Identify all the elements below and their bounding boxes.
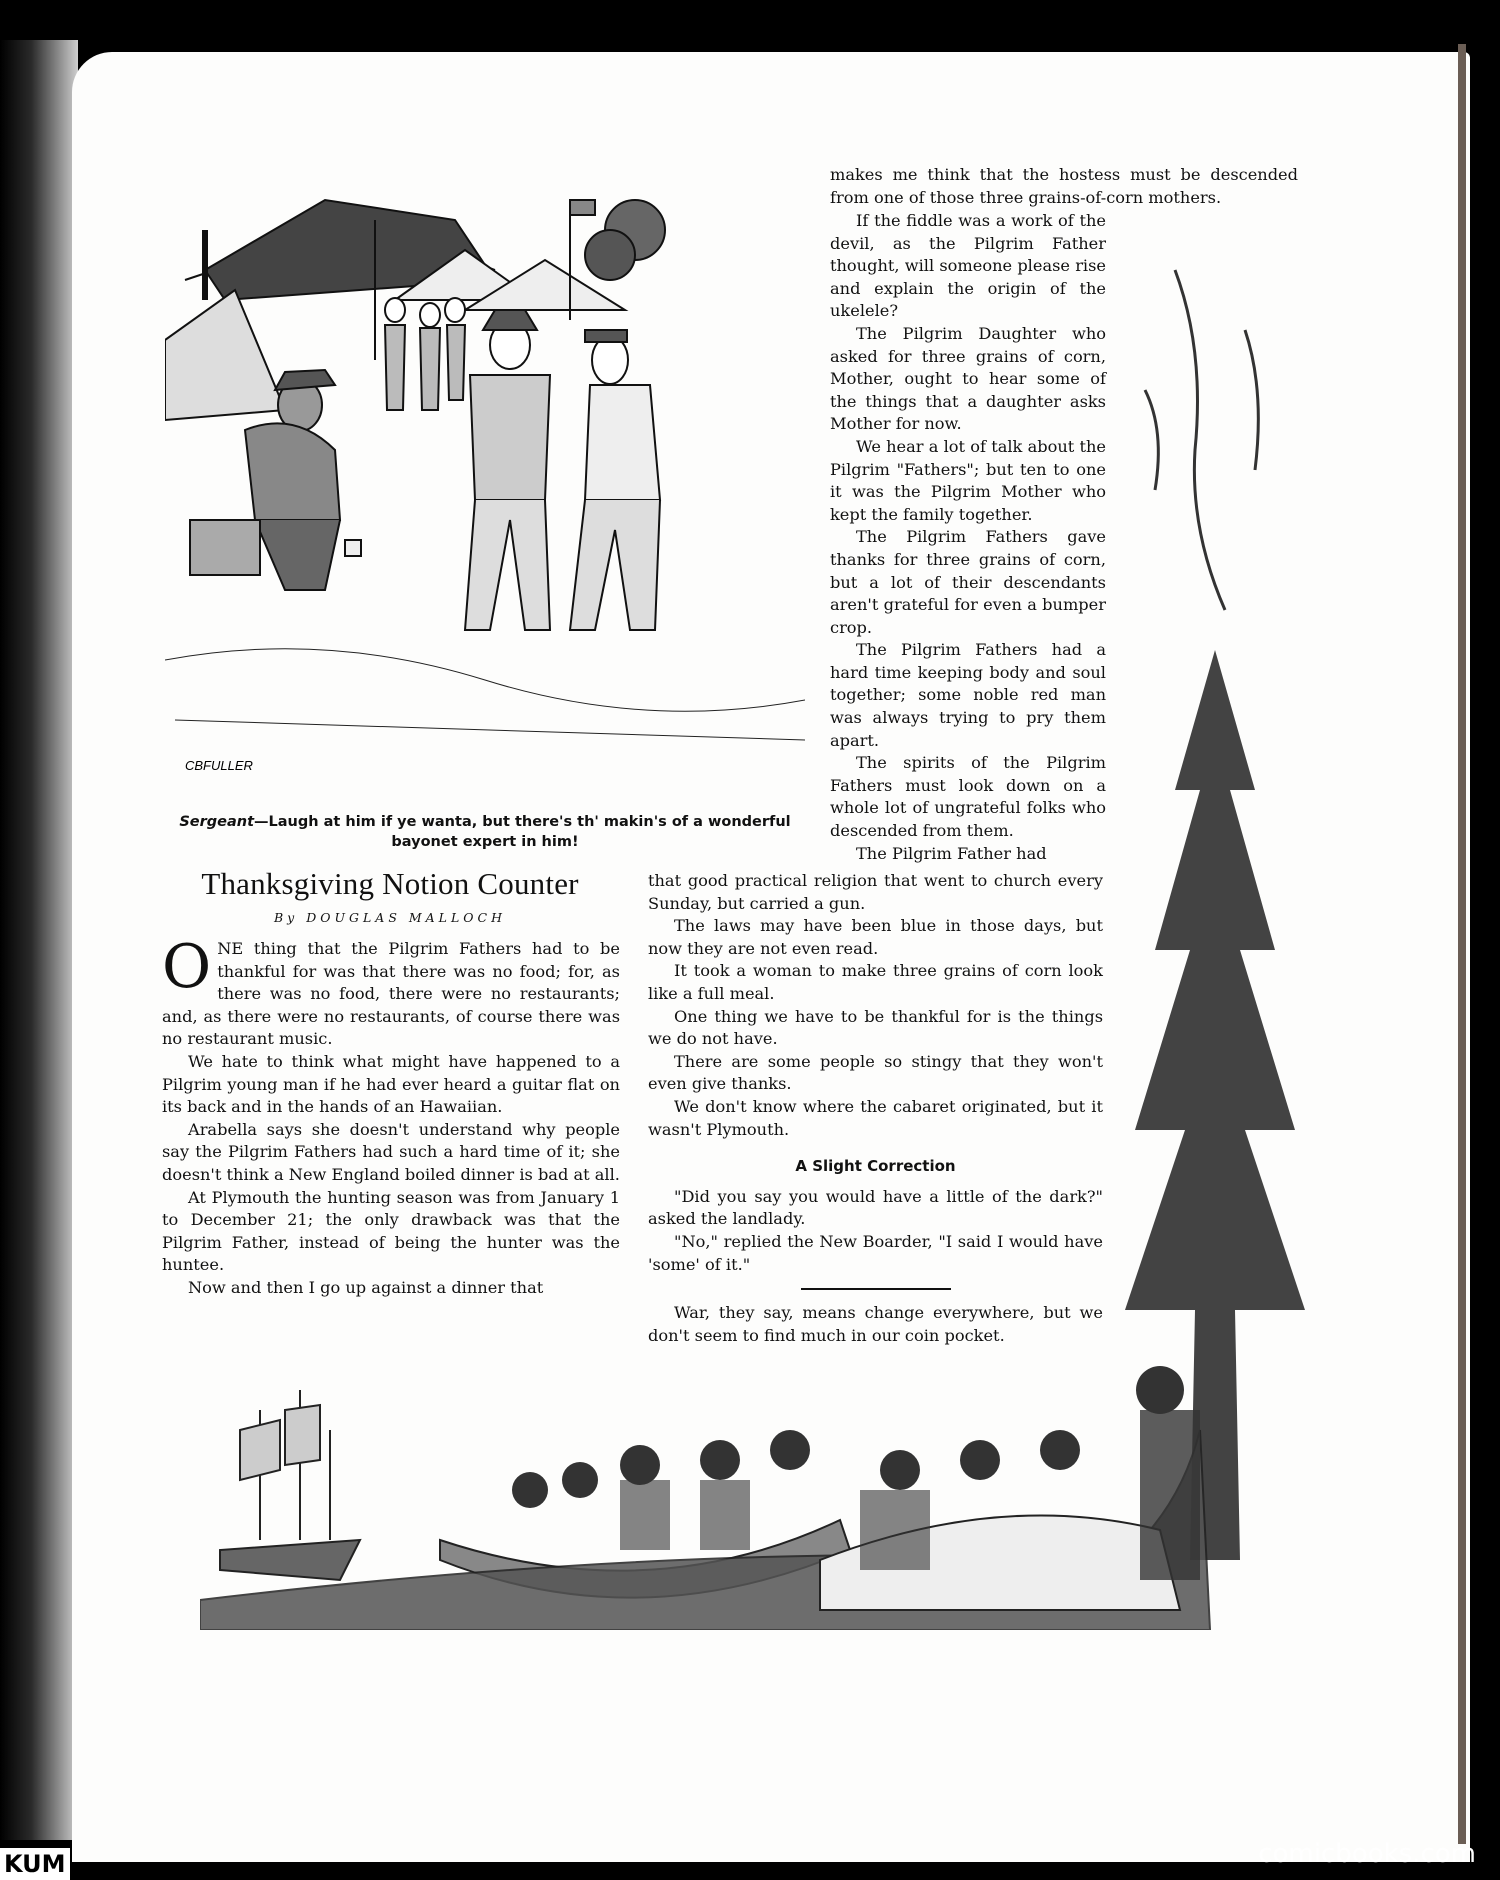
article-paragraph-8: The Pilgrim Daughter who asked for three grains of corn, Mother, ought to hear some of the things that a daughter asks Mother for now.	[830, 323, 1106, 434]
article-paragraph-16: It took a woman to make three grains of corn look like a full meal.	[648, 961, 1103, 1003]
article-paragraph-2: We hate to think what might have happened to a Pilgrim young man if he had ever heard a guitar flat on its back and in the hands of an Hawaiian.	[162, 1051, 620, 1117]
article-paragraph-19: We don't know where the cabaret originated, but it wasn't Plymouth.	[648, 1096, 1103, 1139]
artist-signature: CBFULLER	[185, 758, 253, 773]
sidebar-quote-1: "Did you say you would have a little of the dark?" asked the landlady.	[648, 1186, 1103, 1229]
article-paragraph-9: We hear a lot of talk about the Pilgrim "Fathers"; but ten to one it was the Pilgrim Mother who kept the family together.	[830, 436, 1106, 524]
article-paragraph-14: that good practical religion that went to church every Sunday, but carried a gun.	[648, 871, 1103, 913]
article-column-top	[830, 164, 1298, 209]
article-paragraph-5: Now and then I go up against a dinner that	[188, 1277, 544, 1297]
article-paragraph-10: The Pilgrim Fathers gave thanks for three grains of corn, but a lot of their descendants aren't grateful for even a bumper crop.	[830, 527, 1106, 637]
article-paragraph-3: Arabella says she doesn't understand why people say the Pilgrim Fathers had such a hard time of it; she doesn't think a New England boiled dinner is bad at all.	[162, 1119, 620, 1184]
article-byline: By DOUGLAS MALLOCH	[273, 910, 507, 925]
caption-speaker: Sergeant	[179, 814, 255, 830]
article-paragraph-15: The laws may have been blue in those days, but now they are not even read.	[648, 916, 1103, 958]
page-edge	[1458, 44, 1466, 1844]
pilgrim-landing-illustration	[200, 1350, 1320, 1630]
article-paragraph-4: At Plymouth the hunting season was from January 1 to December 21; the only drawback was that the Pilgrim Father, instead of being the hunter was the huntee.	[162, 1187, 620, 1275]
sidebar-heading: A Slight Correction	[795, 1157, 956, 1176]
article-column-1	[162, 932, 620, 1300]
article-column-3	[648, 870, 1103, 1347]
article-paragraph-6: makes me think that the hostess must be descended from one of those three grains-of-corn mothers.	[830, 165, 1298, 207]
article-paragraph-1: ONE thing that the Pilgrim Fathers had to be thankful for was that there was no food; for, as there was no food, there were no restaurants; and, as there were no restaurants, of course there was no restaurant music.	[162, 932, 620, 1049]
article-paragraph-7: If the fiddle was a work of the devil, as the Pilgrim Father thought, will someone please rise and explain the origin of the ukelele?	[830, 211, 1106, 321]
closing-paragraph: War, they say, means change everywhere, but we don't seem to find much in our coin pocket.	[648, 1303, 1103, 1345]
drop-cap: O	[162, 932, 212, 1002]
sidebar-quote-2: "No," replied the New Boarder, "I said I would have 'some' of it."	[648, 1231, 1103, 1274]
article-paragraph-12: The spirits of the Pilgrim Fathers must look down on a whole lot of ungrateful folks who descended from them.	[830, 753, 1106, 841]
caption-text: —Laugh at him if ye wanta, but there's th' makin's of a wonderful bayonet expert in him!	[254, 814, 791, 850]
article-column-2	[830, 210, 1106, 865]
article-paragraph-17: One thing we have to be thankful for is the things we do not have.	[648, 1006, 1103, 1049]
section-divider	[801, 1288, 951, 1290]
article-paragraph-13: The Pilgrim Father had	[856, 843, 1047, 863]
camp-illustration	[165, 160, 805, 810]
article-title: Thanksgiving Notion Counter	[201, 866, 579, 901]
illustration-caption	[175, 812, 795, 852]
site-watermark: comicbooks.com	[1258, 1839, 1476, 1869]
article-paragraph-11: The Pilgrim Fathers had a hard time keeping body and soul together; some noble red man was always trying to pry them apart.	[830, 640, 1106, 750]
article-paragraph-18: There are some people so stingy that they won't even give thanks.	[648, 1051, 1103, 1094]
corner-tab: KUM	[0, 1848, 70, 1880]
book-spine-shadow	[0, 40, 78, 1840]
